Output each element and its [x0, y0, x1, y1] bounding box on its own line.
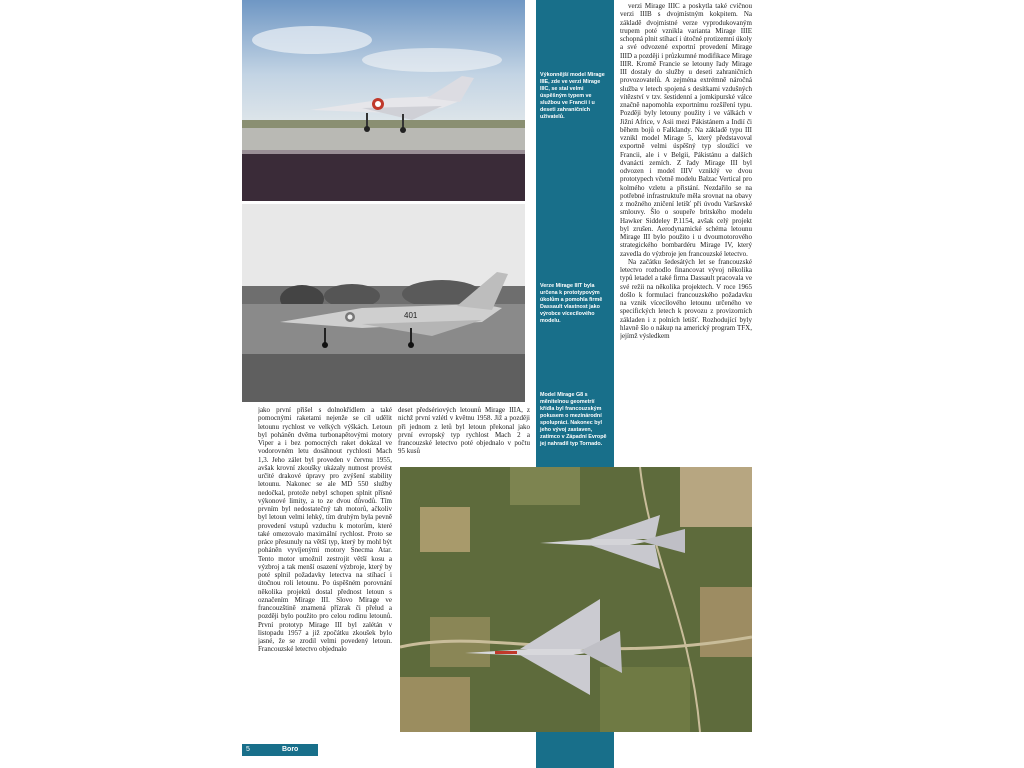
accent-bar-bottom: [536, 732, 614, 768]
article-text-right: [620, 2, 752, 464]
magazine-page: [242, 0, 754, 768]
photo-caption-1: Výkonnější model Mirage IIIE, zde ve verzi Mirage IIIC, se stal velmi úspěšným typem ve službou ve Francii i u deseti zahraničních uživatelů.: [540, 72, 605, 120]
article-text-left: [258, 406, 392, 756]
photo-mirage-runway: [242, 0, 525, 201]
tail-code-text: 401: [404, 311, 418, 320]
paragraph: deset předsériových letounů Mirage IIIA, z nichž první vzlétl v květnu 1958. Již a později při jednom z letů byl letoun překonal jako první evropský typ rychlost Mach 2 a francouzské letectvo poté objednalo v počtu 95 kusů: [398, 406, 530, 456]
paragraph: jako první přišel s dolnokřídlem a také pomocnými raketami nejenže se cíl udělit letounu rychlost ve velkých výškách. Letoun byl poháněn dvěma turbonapětovými motory Viper a i bez pomocných raket dokázal ve vodorovném letu dosáhnout rychlosti Mach 1,3. Jeho zálet byl proveden v červnu 1955, avšak krovní zkoušky ukázaly nutnost provést určité drakové úpravy pro zvýšení stability letounu. Nakonec se ale MD 550 služby nedočkal, protože nebyl schopen splnit přísné výkonové limity, a to ze dvou důvodů. Tím prvním byl nedostatečný tah motorů, ačkoliv byl letoun velmi lehký, tím druhým byla pevně provedení vstupů vzduchu k motorům, které také omezovalo maximální rychlost. Proto se práce přesunuly na větší typ, který by mohl být poháněn vyvíjenými motory Snecma Atar. Tento motor umožnil zestrojit větší kosu a výzbroj a tak menší osazení výzbroje, který by poté splnil požadavky letectva na stíhací i útočnou roli letounu. Po úspěšném porovnání několika projektů dostal přednost letoun s označením Mirage III. Slovo Mirage ve francouzštině znamená přízrak či přelud a později bylo použito pro celou rodinu letounů. První prototyp Mirage III byl zalétán v listopadu 1957 a již zpočátku zkoušek bylo jasné, že se zrodil velmi povedený letoun. Francouzské letectvo objednalo: [258, 406, 392, 654]
page-footer: [242, 744, 318, 756]
page-number: 5: [246, 746, 250, 753]
photo-mirage-iiit: [242, 204, 525, 402]
photo-caption-3: Model Mirage G8 s měnitelnou geometrií křídla byl francouzským pokusem o mezinárodní spolupráci. Nakonec byl jeho vývoj zastaven, zatímco v Západní Evropě jej nahradil typ Tornado.: [540, 392, 607, 447]
caption-column: [536, 0, 614, 467]
paragraph: verzi Mirage IIIC a poskytla také cvičnou verzi IIIB s dvojmístným kokpitem. Na základě dvojmístné verze vyprodukovaným trupem poté vznikla varianta Mirage IIIE schopná plnit stíhací i útočné protizemní úkoly a své odvozené exportní provedení Mirage IIID a později i průzkumné modifikace Mirage IIIR. Kromě Francie se letouny řady Mirage III dostaly do služby u deseti zahraničních provozovatelů. A zejména extrémně náročná služba v letech spojená s desítkami vzdušných vítězství v tzv. šestidenní a jomkipurské válce značně napomohla exportnímu rozšíření typu. Později byly letouny použity i ve válkách v Jižní Africe, v Asii mezi Pákistánem a Indií či během bojů o Falklandy. Na základě typu III vznikl model Mirage 5, který představoval exportně velmi úspěšný typ sloužící ve Francii, ale i v Belgii, Pákistánu a dalších dvanácti zemích. Z řady Mirage III byl odvozen i model IIIV vzniklý ve dvou prototypech včetně modelu Balzac Vertical pro kolmého vzletu a přistání. Nezdařilo se na potřebné infrastruktuře měla srovnat na obavy z možného zničení letišť při úvodu Varšavské smlouvy. Šlo o soupeře britského modelu Hawker Siddeley P.1154, avšak celý projekt byl zrušen. Aerodynamické schéma letounu Mirage III bylo použito i u dvoumotorového strategického bombardéru Mirage IV, který zavedla do výzbroje jen francouzské letectvo.: [620, 2, 752, 258]
article-text-middle: [398, 406, 530, 466]
footer-label: Boro: [282, 746, 299, 753]
photo-caption-2: Verze Mirage IIIT byla určena k prototypovým úkolům a pomohla firmě Dassault vlastnost jako výrobce vícecílového modelu.: [540, 283, 603, 324]
photo-mirage-g8-aerial: [400, 467, 752, 732]
paragraph: Na začátku šedesátých let se francouzské letectvo rozhodlo financovat vývoj několika typů letadel a také firma Dassault pracovala ve své režii na několika projektech. V roce 1965 došlo k formulaci francouzského požadavku na vznik vícecílového letounu určeného ve specifických letech k provozu z provizorních základen i z polních letišť. Rozhodující byly hlavně šlo o nákup na americký program TFX, jejímž výsledkem: [620, 257, 752, 340]
